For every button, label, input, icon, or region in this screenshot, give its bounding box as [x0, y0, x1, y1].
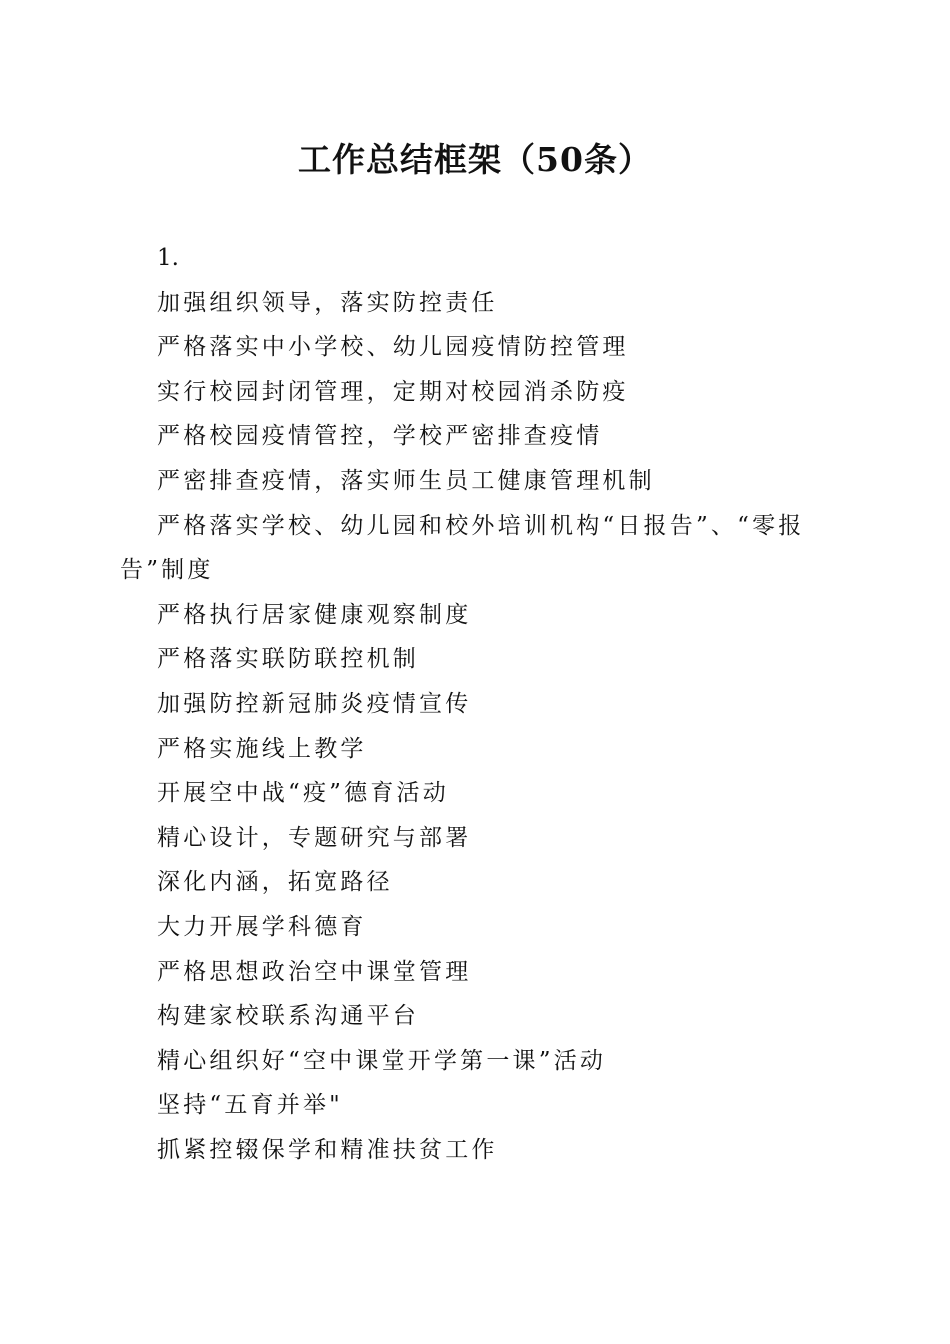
list-item: 大力开展学科德育	[157, 913, 367, 940]
list-item: 严格落实学校、幼儿园和校外培训机构“日报告”、“零报告”制度	[120, 512, 805, 584]
list-item: 抓紧控辍保学和精准扶贫工作	[157, 1136, 498, 1163]
list-item: 严格思想政治空中课堂管理	[157, 958, 472, 985]
list-item: 精心组织好“空中课堂开学第一课”活动	[157, 1047, 607, 1074]
list-item: 严格执行居家健康观察制度	[157, 601, 472, 628]
page-title: 工作总结框架（50条）	[298, 140, 652, 179]
list-item: 构建家校联系沟通平台	[157, 1003, 419, 1030]
item-list	[120, 236, 832, 1172]
list-item: 严密排查疫情，落实师生员工健康管理机制	[157, 467, 655, 494]
list-item: 严格落实中小学校、幼儿园疫情防控管理	[157, 334, 629, 361]
list-item: 严格校园疫情管控，学校严密排查疫情	[157, 423, 603, 450]
list-item: 深化内涵，拓宽路径	[157, 869, 393, 896]
list-item: 加强防控新冠肺炎疫情宣传	[157, 690, 472, 717]
list-item: 严格实施线上教学	[157, 735, 367, 762]
list-number: 1.	[157, 245, 179, 271]
list-item: 开展空中战“疫”德育活动	[157, 780, 449, 807]
list-item: 实行校园封闭管理，定期对校园消杀防疫	[157, 378, 629, 405]
list-item: 坚持“五育并举"	[157, 1092, 343, 1119]
list-item: 精心设计，专题研究与部署	[157, 824, 472, 851]
list-item: 严格落实联防联控机制	[157, 646, 419, 673]
list-item: 加强组织领导，落实防控责任	[157, 289, 498, 316]
